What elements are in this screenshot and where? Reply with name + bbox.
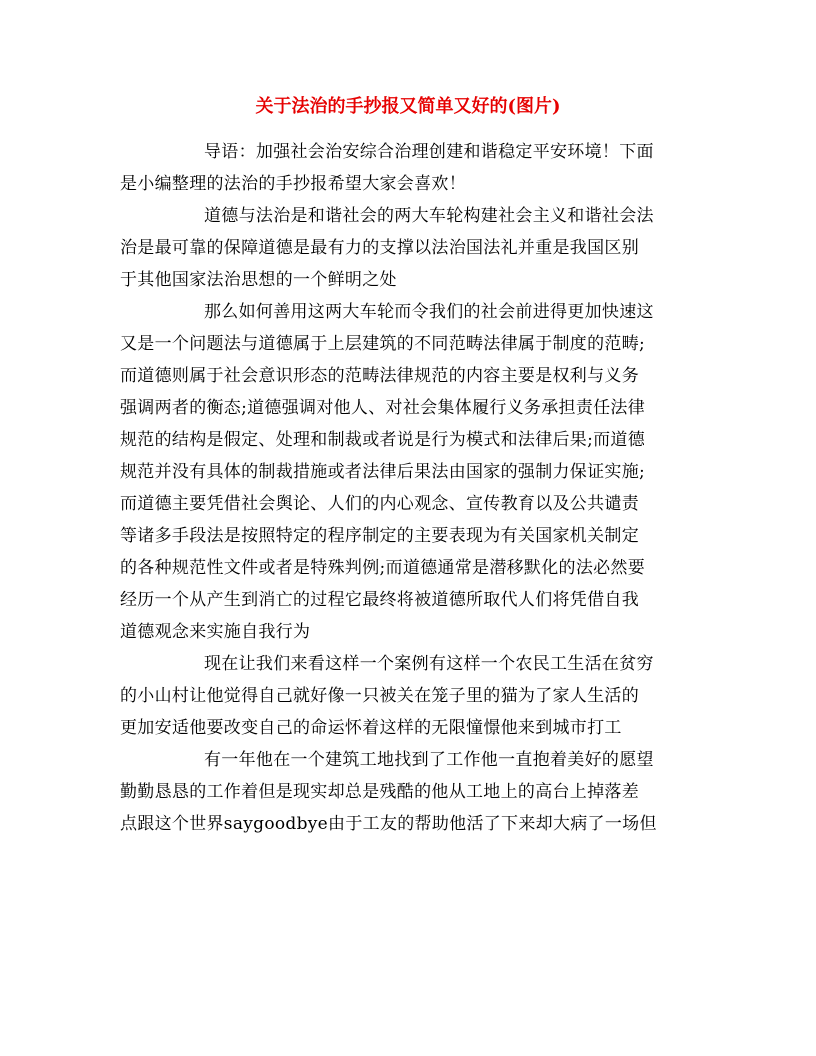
document-title: 关于法治的手抄报又简单又好的(图片) bbox=[255, 96, 561, 117]
paragraph-line: 导语：加强社会治安综合治理创建和谐稳定平安环境！下面 bbox=[204, 142, 654, 162]
paragraph-line: 现在让我们来看这样一个案例有这样一个农民工生活在贫穷 bbox=[204, 654, 654, 674]
paragraph-line: 经历一个从产生到消亡的过程它最终将被道德所取代人们将凭借自我 bbox=[120, 590, 639, 610]
paragraph-line: 是小编整理的法治的手抄报希望大家会喜欢！ bbox=[120, 174, 466, 194]
paragraph-line: 那么如何善用这两大车轮而令我们的社会前进得更加快速这 bbox=[204, 302, 654, 322]
paragraph-line: 而道德则属于社会意识形态的范畴法律规范的内容主要是权利与义务 bbox=[120, 366, 639, 386]
paragraph-line: 道德观念来实施自我行为 bbox=[120, 622, 311, 642]
paragraph-line: 规范的结构是假定、处理和制裁或者说是行为模式和法律后果;而道德 bbox=[120, 430, 646, 450]
paragraph-line: 勤勤恳恳的工作着但是现实却总是残酷的他从工地上的高台上掉落差 bbox=[120, 782, 639, 802]
paragraph-line: 又是一个问题法与道德属于上层建筑的不同范畴法律属于制度的范畴; bbox=[120, 334, 646, 354]
paragraph-line: 点跟这个世界saygoodbye由于工友的帮助他活了下来却大病了一场但 bbox=[120, 814, 657, 834]
paragraph-line: 等诸多手段法是按照特定的程序制定的主要表现为有关国家机关制定 bbox=[120, 526, 639, 546]
paragraph-line: 的小山村让他觉得自己就好像一只被关在笼子里的猫为了家人生活的 bbox=[120, 686, 639, 706]
paragraph-line: 道德与法治是和谐社会的两大车轮构建社会主义和谐社会法 bbox=[204, 206, 654, 226]
paragraph-line: 强调两者的衡态;道德强调对他人、对社会集体履行义务承担责任法律 bbox=[120, 398, 646, 418]
paragraph-line: 更加安适他要改变自己的命运怀着这样的无限憧憬他来到城市打工 bbox=[120, 718, 622, 738]
paragraph-line: 有一年他在一个建筑工地找到了工作他一直抱着美好的愿望 bbox=[204, 750, 654, 770]
paragraph-line: 规范并没有具体的制裁措施或者法律后果法由国家的强制力保证实施; bbox=[120, 462, 646, 482]
paragraph-line: 治是最可靠的保障道德是最有力的支撑以法治国法礼并重是我国区别 bbox=[120, 238, 639, 258]
paragraph-line: 的各种规范性文件或者是特殊判例;而道德通常是潜移默化的法必然要 bbox=[120, 558, 646, 578]
paragraph-line: 而道德主要凭借社会舆论、人们的内心观念、宣传教育以及公共谴责 bbox=[120, 494, 639, 514]
paragraph-line: 于其他国家法治思想的一个鲜明之处 bbox=[120, 270, 397, 290]
document-body bbox=[120, 136, 698, 840]
